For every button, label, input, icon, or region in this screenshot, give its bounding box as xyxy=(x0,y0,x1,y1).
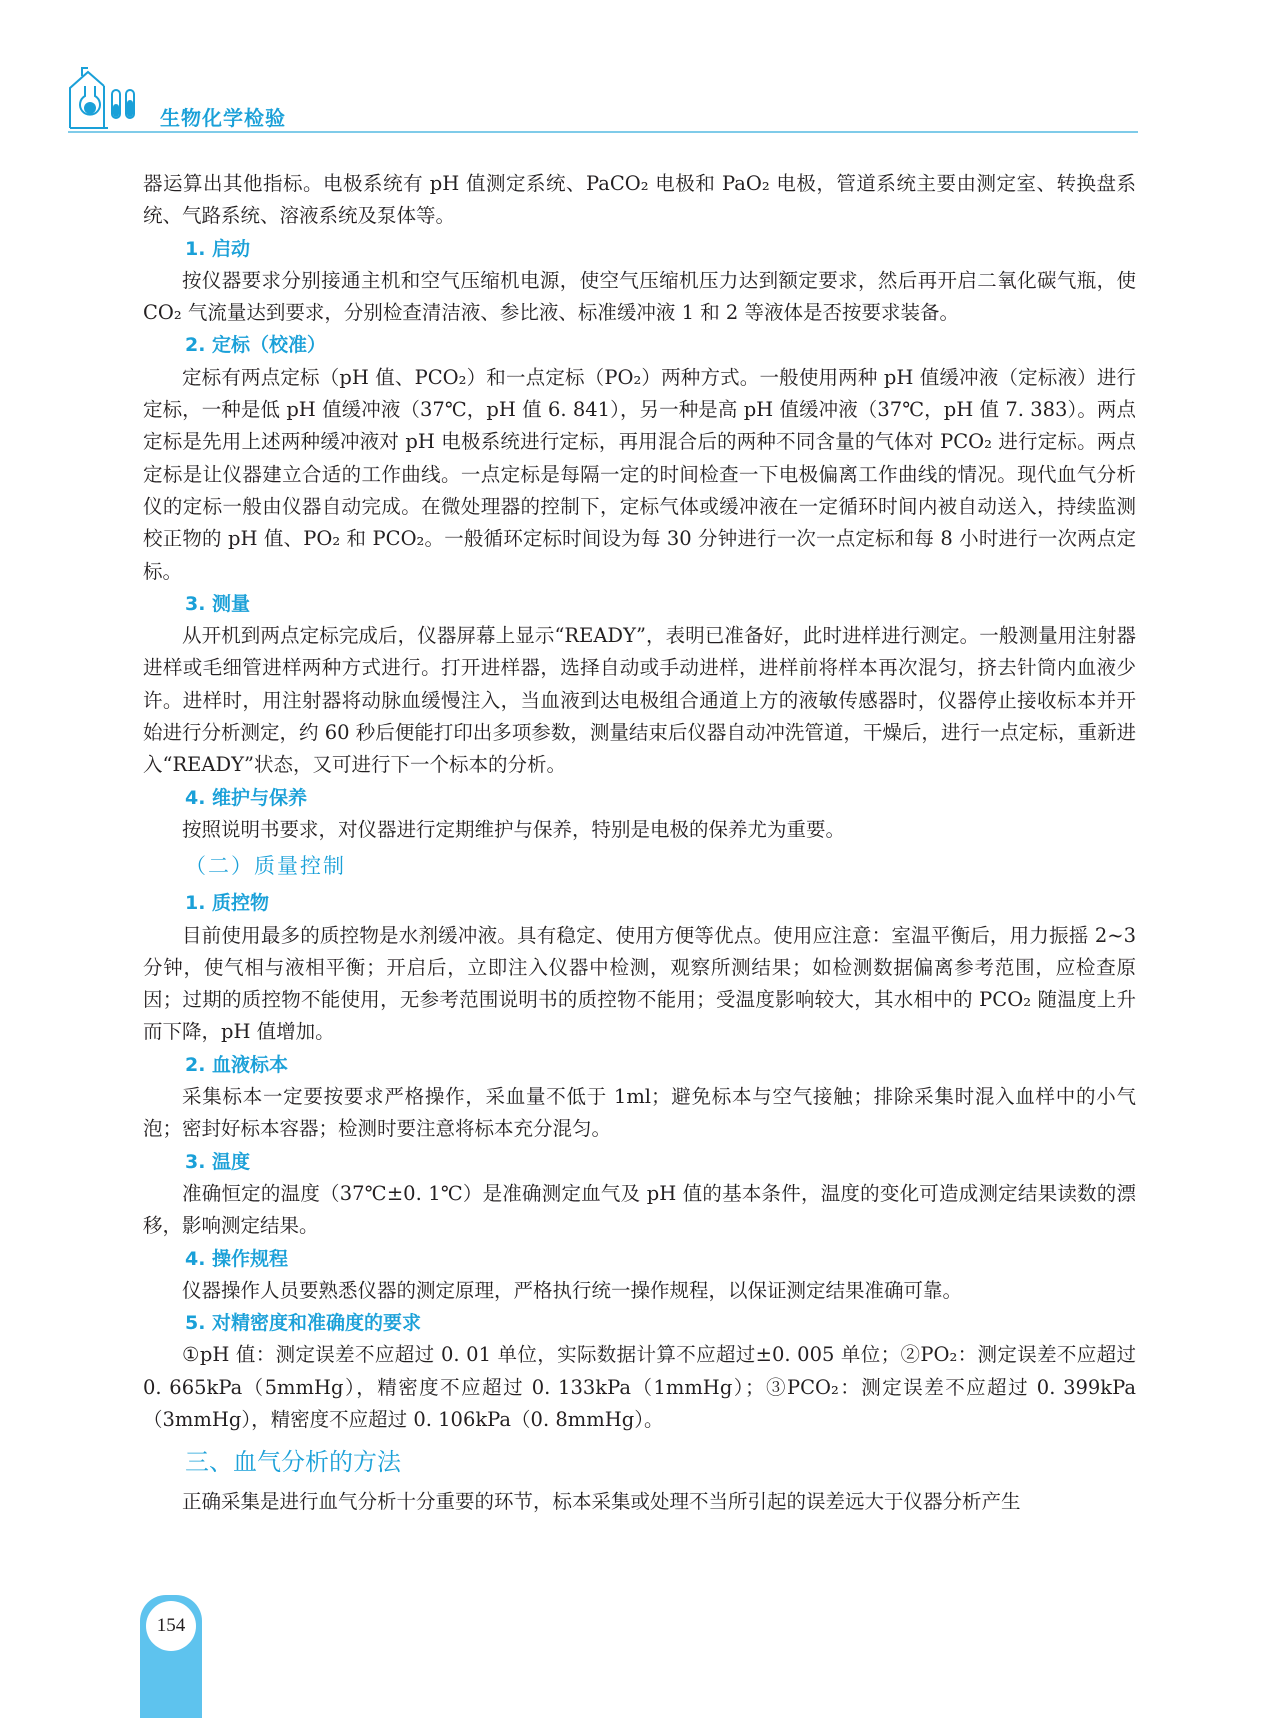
paragraph: 正确采集是进行血气分析十分重要的环节，标本采集或处理不当所引起的误差远大于仪器分析产生 xyxy=(182,1490,1021,1514)
subsection-heading: 1. 质控物 xyxy=(185,892,270,915)
paragraph: 定标有两点定标（pH 值、PCO₂）和一点定标（PO₂）两种方式。一般使用两种 pH 值缓冲液（定标液）进行定标，一种是低 pH 值缓冲液（37℃，pH 值 6. 841），另一种是高 pH 值缓冲液（37℃，pH 值 7. 383）。两点定标是先用上述两种缓冲液对 pH 电极系统进行定标，再用混合后的两种不同含量的气体对 PCO₂ 进行定标。两点定标是让仪器建立合适的工作曲线。一点定标是每隔一定的时间检查一下电极偏离工作曲线的情况。现代血气分析仪的定标一般由仪器自动完成。在微处理器的控制下，定标气体或缓冲液在一定循环时间内被自动送入，持续监测校正物的 pH 值、PO₂ 和 PCO₂。一般循环定标时间设为每 30 分钟进行一次一点定标和每 8 小时进行一次两点定标。 xyxy=(143,365,1136,583)
header-divider xyxy=(68,131,1138,133)
subsection-heading: 3. 测量 xyxy=(185,592,251,615)
section-heading: （二）质量控制 xyxy=(185,854,346,879)
paragraph: 准确恒定的温度（37℃±0. 1℃）是准确测定血气及 pH 值的基本条件，温度的变化可造成测定结果读数的漂移，影响测定结果。 xyxy=(143,1181,1136,1238)
paragraph-continued: 器运算出其他指标。电极系统有 pH 值测定系统、PaCO₂ 电极和 PaO₂ 电极，管道系统主要由测定室、转换盘系统、气路系统、溶液系统及泵体等。 xyxy=(143,172,1136,228)
paragraph: 按照说明书要求，对仪器进行定期维护与保养，特别是电极的保养尤为重要。 xyxy=(182,817,846,841)
paragraph: 采集标本一定要按要求严格操作，采血量不低于 1ml；避免标本与空气接触；排除采集时混入血样中的小气泡；密封好标本容器；检测时要注意将标本充分混匀。 xyxy=(143,1085,1136,1141)
chapter-heading: 三、血气分析的方法 xyxy=(185,1448,401,1477)
paragraph: 从开机到两点定标完成后，仪器屏幕上显示“READY”，表明已准备好，此时进样进行测定。一般测量用注射器进样或毛细管进样两种方式进行。打开进样器，选择自动或手动进样，进样前将样本再次混匀，挤去针筒内血液少许。进样时，用注射器将动脉血缓慢注入，当血液到达电极组合通道上方的液敏传感器时，仪器停止接收标本并开始进行分析测定，约 60 秒后便能打印出多项参数，测量结束后仪器自动冲洗管道，干燥后，进行一点定标，重新进入“READY”状态，又可进行下一个标本的分析。 xyxy=(143,624,1136,777)
subsection-heading: 2. 血液标本 xyxy=(185,1053,289,1076)
paragraph: 仪器操作人员要熟悉仪器的测定原理，严格执行统一操作规程，以保证测定结果准确可靠。 xyxy=(182,1278,963,1302)
paragraph: 目前使用最多的质控物是水剂缓冲液。具有稳定、使用方便等优点。使用应注意：室温平衡后，用力振摇 2~3 分钟，使气相与液相平衡；开启后，立即注入仪器中检测，观察所测结果；如检测数据偏离参考范围，应检查原因；过期的质控物不能使用，无参考范围说明书的质控物不能用；受温度影响较大，其水相中的 PCO₂ 随温度上升而下降，pH 值增加。 xyxy=(143,923,1136,1044)
page-content xyxy=(143,168,1136,1519)
paragraph: 按仪器要求分别接通主机和空气压缩机电源，使空气压缩机压力达到额定要求，然后再开启二氧化碳气瓶，使 CO₂ 气流量达到要求，分别检查清洁液、参比液、标准缓冲液 1 和 2 等液体是否按要求装备。 xyxy=(143,268,1136,325)
paragraph: ①pH 值：测定误差不应超过 0. 01 单位，实际数据计算不应超过±0. 005 单位；②PO₂：测定误差不应超过 0. 665kPa（5mmHg），精密度不应超过 0. 133kPa（1mmHg）；③PCO₂：测定误差不应超过 0. 399kPa（3mmHg），精密度不应超过 0. 106kPa（0. 8mmHg）。 xyxy=(143,1343,1136,1431)
book-title: 生物化学检验 xyxy=(160,106,286,130)
lab-flask-logo-icon xyxy=(68,66,148,130)
subsection-heading: 1. 启动 xyxy=(185,237,251,260)
subsection-heading: 4. 维护与保养 xyxy=(185,786,308,809)
subsection-heading: 3. 温度 xyxy=(185,1150,251,1173)
subsection-heading: 2. 定标（校准） xyxy=(185,334,327,357)
page-number: 154 xyxy=(146,1601,196,1651)
subsection-heading: 5. 对精密度和准确度的要求 xyxy=(185,1312,422,1335)
subsection-heading: 4. 操作规程 xyxy=(185,1247,289,1270)
